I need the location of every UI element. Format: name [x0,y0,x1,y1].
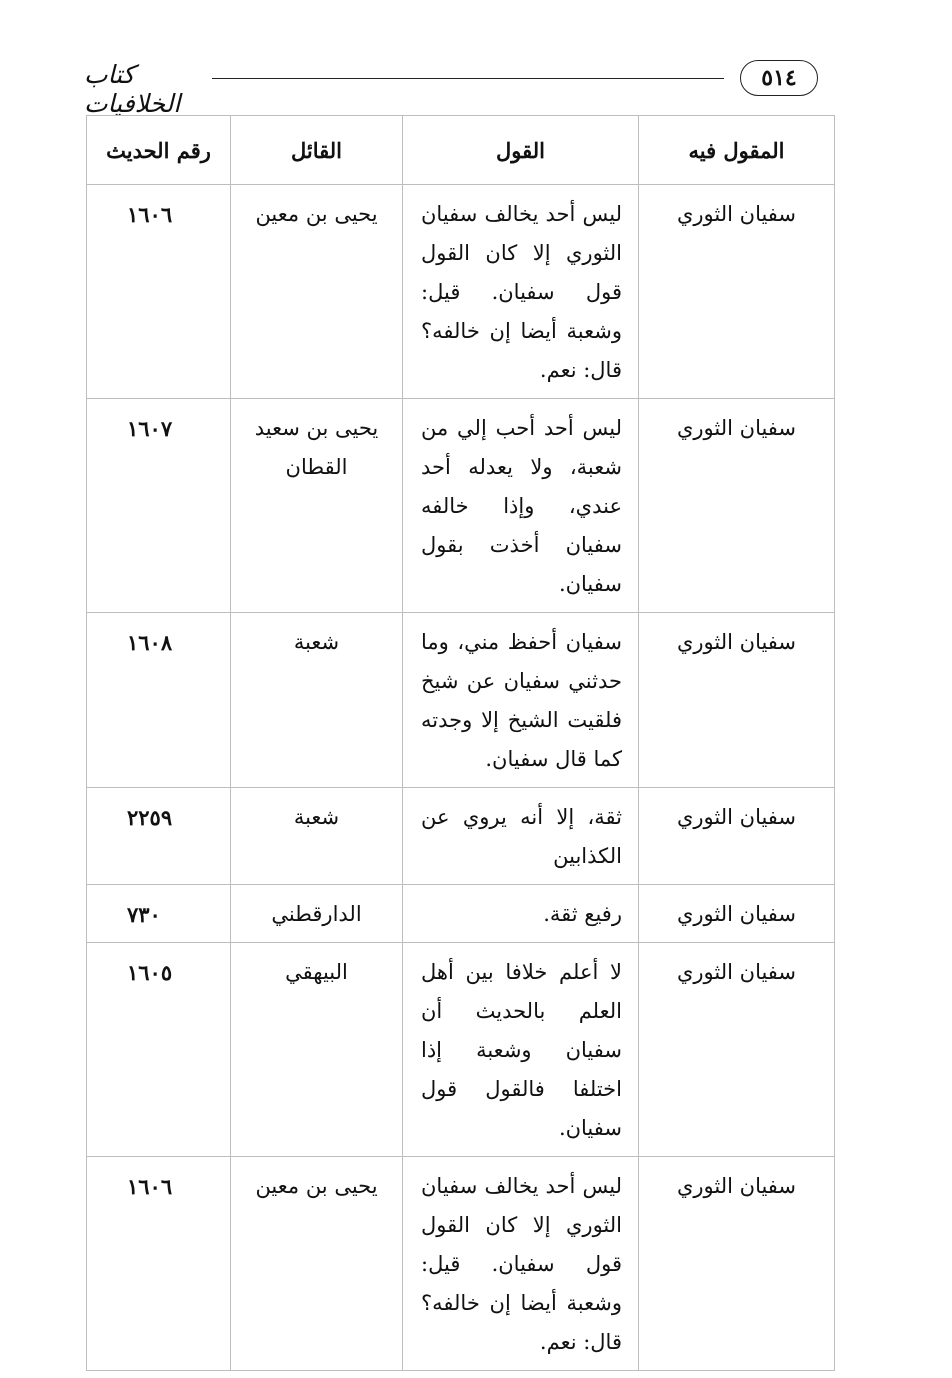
table-row [87,1157,835,1371]
quote-cell: ليس أحد أحب إلي من شعبة، ولا يعدله أحد عندي، وإذا خالفه سفيان أخذت بقول سفيان. [403,399,639,613]
hadith-number-cell: ١٦٠٥ [87,943,231,1157]
book-title: كتاب الخلافيات [84,60,181,118]
hadith-number-cell: ٧٣٠ [87,885,231,943]
speaker-cell: شعبة [231,613,403,788]
table-header-row [87,116,835,185]
quote-cell: سفيان أحفظ مني، وما حدثني سفيان عن شيخ فلقيت الشيخ إلا وجدته كما قال سفيان. [403,613,639,788]
header-rule [212,78,724,79]
hadith-number-cell: ١٦٠٧ [87,399,231,613]
subject-cell: سفيان الثوري [639,1157,835,1371]
subject-cell: سفيان الثوري [639,613,835,788]
speaker-cell: يحيى بن معين [231,1157,403,1371]
hadith-number-cell: ١٦٠٦ [87,1157,231,1371]
subject-cell: سفيان الثوري [639,399,835,613]
subject-cell: سفيان الثوري [639,885,835,943]
hadith-number-cell: ١٦٠٨ [87,613,231,788]
speaker-cell: يحيى بن سعيد القطان [231,399,403,613]
quote-cell: لا أعلم خلافا بين أهل العلم بالحديث أن سفيان وشعبة إذا اختلفا فالقول قول سفيان. [403,943,639,1157]
hadith-number-cell: ٢٢٥٩ [87,788,231,885]
subject-cell: سفيان الثوري [639,185,835,399]
quote-cell: ثقة، إلا أنه يروي عن الكذابين [403,788,639,885]
narrators-table [86,115,835,1371]
table-row [87,613,835,788]
speaker-cell: يحيى بن معين [231,185,403,399]
quote-cell: ليس أحد يخالف سفيان الثوري إلا كان القول قول سفيان. قيل: وشعبة أيضا إن خالفه؟ قال: نعم. [403,185,639,399]
speaker-cell: شعبة [231,788,403,885]
table-row [87,788,835,885]
column-header-quote: القول [403,116,639,185]
page-number-badge: ٥١٤ [740,60,818,96]
column-header-subject: المقول فيه [639,116,835,185]
table-row [87,399,835,613]
speaker-cell: البيهقي [231,943,403,1157]
quote-cell: ليس أحد يخالف سفيان الثوري إلا كان القول قول سفيان. قيل: وشعبة أيضا إن خالفه؟ قال: نعم. [403,1157,639,1371]
table-row [87,943,835,1157]
table-row [87,185,835,399]
speaker-cell: الدارقطني [231,885,403,943]
table-row [87,885,835,943]
page-header [84,56,824,118]
column-header-hadith-number: رقم الحديث [87,116,231,185]
hadith-number-cell: ١٦٠٦ [87,185,231,399]
quote-cell: رفيع ثقة. [403,885,639,943]
column-header-speaker: القائل [231,116,403,185]
subject-cell: سفيان الثوري [639,943,835,1157]
subject-cell: سفيان الثوري [639,788,835,885]
